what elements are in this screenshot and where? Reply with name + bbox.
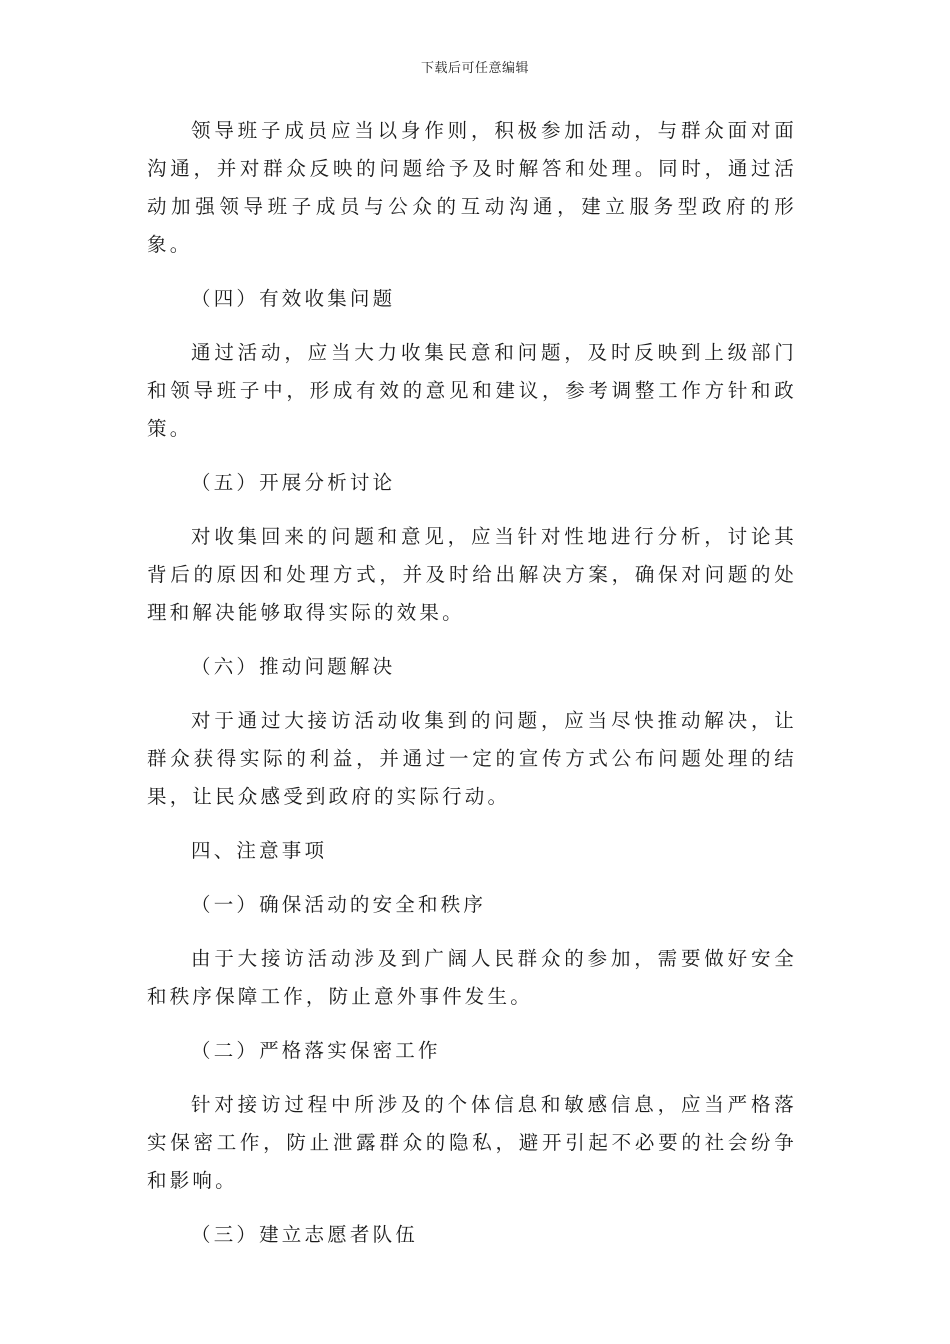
paragraph-leadership: 领导班子成员应当以身作则，积极参加活动，与群众面对面沟通，并对群众反映的问题给予及时解答和处理。同时，通过活动加强领导班子成员与公众的互动沟通，建立服务型政府的形象。 bbox=[147, 119, 797, 256]
section-heading-notes: 四、注意事项 bbox=[191, 839, 328, 862]
section-heading-volunteers: （三）建立志愿者队伍 bbox=[191, 1223, 419, 1246]
section-heading-resolve: （六）推动问题解决 bbox=[191, 655, 396, 678]
paragraph-collect-issues: 通过活动，应当大力收集民意和问题，及时反映到上级部门和领导班子中，形成有效的意见和建议，参考调整工作方针和政策。 bbox=[147, 341, 797, 440]
paragraph-analysis: 对收集回来的问题和意见，应当针对性地进行分析，讨论其背后的原因和处理方式，并及时给出解决方案，确保对问题的处理和解决能够取得实际的效果。 bbox=[147, 525, 797, 624]
document-body bbox=[147, 112, 797, 1254]
page-header: 下载后可任意编辑 bbox=[420, 61, 529, 76]
paragraph-confidentiality: 针对接访过程中所涉及的个体信息和敏感信息，应当严格落实保密工作，防止泄露群众的隐私，避开引起不必要的社会纷争和影响。 bbox=[147, 1093, 797, 1192]
section-heading-confidentiality: （二）严格落实保密工作 bbox=[191, 1039, 441, 1062]
section-heading-analysis: （五）开展分析讨论 bbox=[191, 471, 396, 494]
paragraph-resolve: 对于通过大接访活动收集到的问题，应当尽快推动解决，让群众获得实际的利益，并通过一定的宣传方式公布问题处理的结果，让民众感受到政府的实际行动。 bbox=[147, 709, 797, 808]
paragraph-safety: 由于大接访活动涉及到广阔人民群众的参加，需要做好安全和秩序保障工作，防止意外事件发生。 bbox=[147, 947, 797, 1008]
section-heading-safety: （一）确保活动的安全和秩序 bbox=[191, 893, 487, 916]
section-heading-collect-issues: （四）有效收集问题 bbox=[191, 287, 396, 310]
